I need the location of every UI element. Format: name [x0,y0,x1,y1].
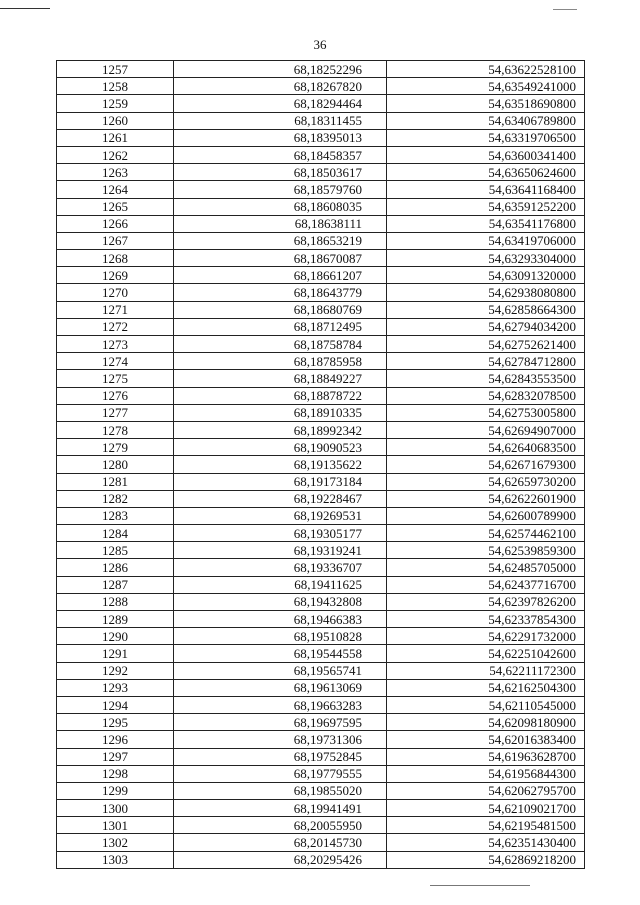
y-coordinate-cell: 54,62337854300 [387,611,585,628]
y-coordinate-cell: 54,62640683500 [387,439,585,456]
x-coordinate-cell: 68,18267820 [174,78,387,95]
top-left-rule [0,8,50,9]
table-row [57,714,585,731]
x-coordinate-cell: 68,18503617 [174,164,387,181]
table-row [57,78,585,95]
x-coordinate-cell: 68,19731306 [174,731,387,748]
table-row [57,146,585,163]
table-row [57,507,585,524]
point-number-cell: 1272 [57,318,174,335]
y-coordinate-cell: 54,62251042600 [387,645,585,662]
point-number-cell: 1278 [57,421,174,438]
point-number-cell: 1286 [57,559,174,576]
table-row [57,370,585,387]
x-coordinate-cell: 68,20145730 [174,834,387,851]
point-number-cell: 1280 [57,456,174,473]
point-number-cell: 1297 [57,748,174,765]
x-coordinate-cell: 68,18638111 [174,215,387,232]
x-coordinate-cell: 68,18311455 [174,112,387,129]
x-coordinate-cell: 68,19319241 [174,542,387,559]
point-number-cell: 1270 [57,284,174,301]
y-coordinate-cell: 54,63600341400 [387,146,585,163]
y-coordinate-cell: 54,63091320000 [387,267,585,284]
y-coordinate-cell: 54,62162504300 [387,679,585,696]
top-right-rule [553,9,577,10]
table-row [57,782,585,799]
table-row [57,490,585,507]
point-number-cell: 1257 [57,61,174,78]
point-number-cell: 1282 [57,490,174,507]
x-coordinate-cell: 68,18608035 [174,198,387,215]
bottom-rule [430,885,530,886]
table-row [57,129,585,146]
point-number-cell: 1279 [57,439,174,456]
point-number-cell: 1271 [57,301,174,318]
x-coordinate-cell: 68,19663283 [174,696,387,713]
point-number-cell: 1275 [57,370,174,387]
y-coordinate-cell: 54,62858664300 [387,301,585,318]
table-row [57,679,585,696]
y-coordinate-cell: 54,62753005800 [387,404,585,421]
table-row [57,284,585,301]
page-number: 36 [313,37,327,52]
y-coordinate-cell: 54,62784712800 [387,353,585,370]
point-number-cell: 1266 [57,215,174,232]
y-coordinate-cell: 54,63541176800 [387,215,585,232]
table-row [57,473,585,490]
point-number-cell: 1301 [57,817,174,834]
point-number-cell: 1274 [57,353,174,370]
point-number-cell: 1269 [57,267,174,284]
y-coordinate-cell: 54,62671679300 [387,456,585,473]
point-number-cell: 1261 [57,129,174,146]
table-row [57,301,585,318]
table-row [57,112,585,129]
x-coordinate-cell: 68,18294464 [174,95,387,112]
point-number-cell: 1292 [57,662,174,679]
x-coordinate-cell: 68,19855020 [174,782,387,799]
point-number-cell: 1264 [57,181,174,198]
x-coordinate-cell: 68,18712495 [174,318,387,335]
x-coordinate-cell: 68,18849227 [174,370,387,387]
x-coordinate-cell: 68,18992342 [174,421,387,438]
table-row [57,215,585,232]
point-number-cell: 1296 [57,731,174,748]
x-coordinate-cell: 68,18395013 [174,129,387,146]
y-coordinate-cell: 54,62485705000 [387,559,585,576]
y-coordinate-cell: 54,63406789800 [387,112,585,129]
y-coordinate-cell: 54,63419706000 [387,232,585,249]
table-row [57,267,585,284]
table-row [57,387,585,404]
x-coordinate-cell: 68,18910335 [174,404,387,421]
y-coordinate-cell: 54,62351430400 [387,834,585,851]
table-row [57,61,585,78]
point-number-cell: 1300 [57,800,174,817]
y-coordinate-cell: 54,62659730200 [387,473,585,490]
x-coordinate-cell: 68,19697595 [174,714,387,731]
x-coordinate-cell: 68,20055950 [174,817,387,834]
point-number-cell: 1289 [57,611,174,628]
x-coordinate-cell: 68,18579760 [174,181,387,198]
x-coordinate-cell: 68,18758784 [174,336,387,353]
table-row [57,181,585,198]
x-coordinate-cell: 68,19228467 [174,490,387,507]
point-number-cell: 1259 [57,95,174,112]
point-number-cell: 1262 [57,146,174,163]
x-coordinate-cell: 68,20295426 [174,851,387,868]
x-coordinate-cell: 68,19336707 [174,559,387,576]
table-row [57,645,585,662]
table-row [57,232,585,249]
x-coordinate-cell: 68,19269531 [174,507,387,524]
x-coordinate-cell: 68,19090523 [174,439,387,456]
y-coordinate-cell: 54,62539859300 [387,542,585,559]
point-number-cell: 1291 [57,645,174,662]
x-coordinate-cell: 68,18785958 [174,353,387,370]
y-coordinate-cell: 54,63591252200 [387,198,585,215]
table-row [57,800,585,817]
point-number-cell: 1276 [57,387,174,404]
y-coordinate-cell: 54,63622528100 [387,61,585,78]
table-row [57,250,585,267]
x-coordinate-cell: 68,19510828 [174,628,387,645]
table-row [57,525,585,542]
table-row [57,164,585,181]
x-coordinate-cell: 68,18670087 [174,250,387,267]
x-coordinate-cell: 68,18643779 [174,284,387,301]
y-coordinate-cell: 54,62110545000 [387,696,585,713]
x-coordinate-cell: 68,18653219 [174,232,387,249]
y-coordinate-cell: 54,62832078500 [387,387,585,404]
x-coordinate-cell: 68,19305177 [174,525,387,542]
table-row [57,421,585,438]
point-number-cell: 1285 [57,542,174,559]
y-coordinate-cell: 54,62437716700 [387,576,585,593]
point-number-cell: 1298 [57,765,174,782]
y-coordinate-cell: 54,63518690800 [387,95,585,112]
y-coordinate-cell: 54,62794034200 [387,318,585,335]
y-coordinate-cell: 54,63549241000 [387,78,585,95]
y-coordinate-cell: 54,63293304000 [387,250,585,267]
x-coordinate-cell: 68,18878722 [174,387,387,404]
table-row [57,851,585,868]
x-coordinate-cell: 68,19135622 [174,456,387,473]
table-row [57,542,585,559]
point-number-cell: 1260 [57,112,174,129]
coordinates-table-body [57,61,585,869]
x-coordinate-cell: 68,19941491 [174,800,387,817]
y-coordinate-cell: 54,62195481500 [387,817,585,834]
x-coordinate-cell: 68,18680769 [174,301,387,318]
point-number-cell: 1277 [57,404,174,421]
y-coordinate-cell: 54,62016383400 [387,731,585,748]
point-number-cell: 1263 [57,164,174,181]
table-row [57,576,585,593]
x-coordinate-cell: 68,19173184 [174,473,387,490]
table-row [57,353,585,370]
y-coordinate-cell: 54,62869218200 [387,851,585,868]
x-coordinate-cell: 68,18661207 [174,267,387,284]
table-row [57,95,585,112]
point-number-cell: 1268 [57,250,174,267]
point-number-cell: 1302 [57,834,174,851]
point-number-cell: 1303 [57,851,174,868]
y-coordinate-cell: 54,62098180900 [387,714,585,731]
point-number-cell: 1295 [57,714,174,731]
point-number-cell: 1273 [57,336,174,353]
point-number-cell: 1258 [57,78,174,95]
table-row [57,404,585,421]
table-row [57,336,585,353]
table-row [57,559,585,576]
y-coordinate-cell: 54,61956844300 [387,765,585,782]
table-row [57,765,585,782]
y-coordinate-cell: 54,62397826200 [387,593,585,610]
coordinates-table [56,60,585,869]
x-coordinate-cell: 68,19411625 [174,576,387,593]
y-coordinate-cell: 54,63650624600 [387,164,585,181]
point-number-cell: 1265 [57,198,174,215]
point-number-cell: 1288 [57,593,174,610]
point-number-cell: 1283 [57,507,174,524]
y-coordinate-cell: 54,62938080800 [387,284,585,301]
table-row [57,439,585,456]
table-row [57,593,585,610]
y-coordinate-cell: 54,62694907000 [387,421,585,438]
point-number-cell: 1281 [57,473,174,490]
x-coordinate-cell: 68,19752845 [174,748,387,765]
point-number-cell: 1284 [57,525,174,542]
y-coordinate-cell: 54,61963628700 [387,748,585,765]
point-number-cell: 1294 [57,696,174,713]
y-coordinate-cell: 54,62574462100 [387,525,585,542]
table-row [57,628,585,645]
table-row [57,696,585,713]
point-number-cell: 1290 [57,628,174,645]
x-coordinate-cell: 68,18458357 [174,146,387,163]
point-number-cell: 1293 [57,679,174,696]
y-coordinate-cell: 54,62109021700 [387,800,585,817]
table-row [57,318,585,335]
y-coordinate-cell: 54,62211172300 [387,662,585,679]
table-row [57,817,585,834]
point-number-cell: 1299 [57,782,174,799]
x-coordinate-cell: 68,19779555 [174,765,387,782]
point-number-cell: 1267 [57,232,174,249]
y-coordinate-cell: 54,62062795700 [387,782,585,799]
table-row [57,662,585,679]
y-coordinate-cell: 54,62291732000 [387,628,585,645]
table-row [57,731,585,748]
table-row [57,748,585,765]
x-coordinate-cell: 68,19466383 [174,611,387,628]
table-row [57,834,585,851]
x-coordinate-cell: 68,19432808 [174,593,387,610]
y-coordinate-cell: 54,63641168400 [387,181,585,198]
table-row [57,198,585,215]
x-coordinate-cell: 68,19565741 [174,662,387,679]
y-coordinate-cell: 54,62622601900 [387,490,585,507]
x-coordinate-cell: 68,19544558 [174,645,387,662]
y-coordinate-cell: 54,62600789900 [387,507,585,524]
x-coordinate-cell: 68,18252296 [174,61,387,78]
y-coordinate-cell: 54,63319706500 [387,129,585,146]
table-row [57,456,585,473]
y-coordinate-cell: 54,62752621400 [387,336,585,353]
table-row [57,611,585,628]
y-coordinate-cell: 54,62843553500 [387,370,585,387]
x-coordinate-cell: 68,19613069 [174,679,387,696]
point-number-cell: 1287 [57,576,174,593]
